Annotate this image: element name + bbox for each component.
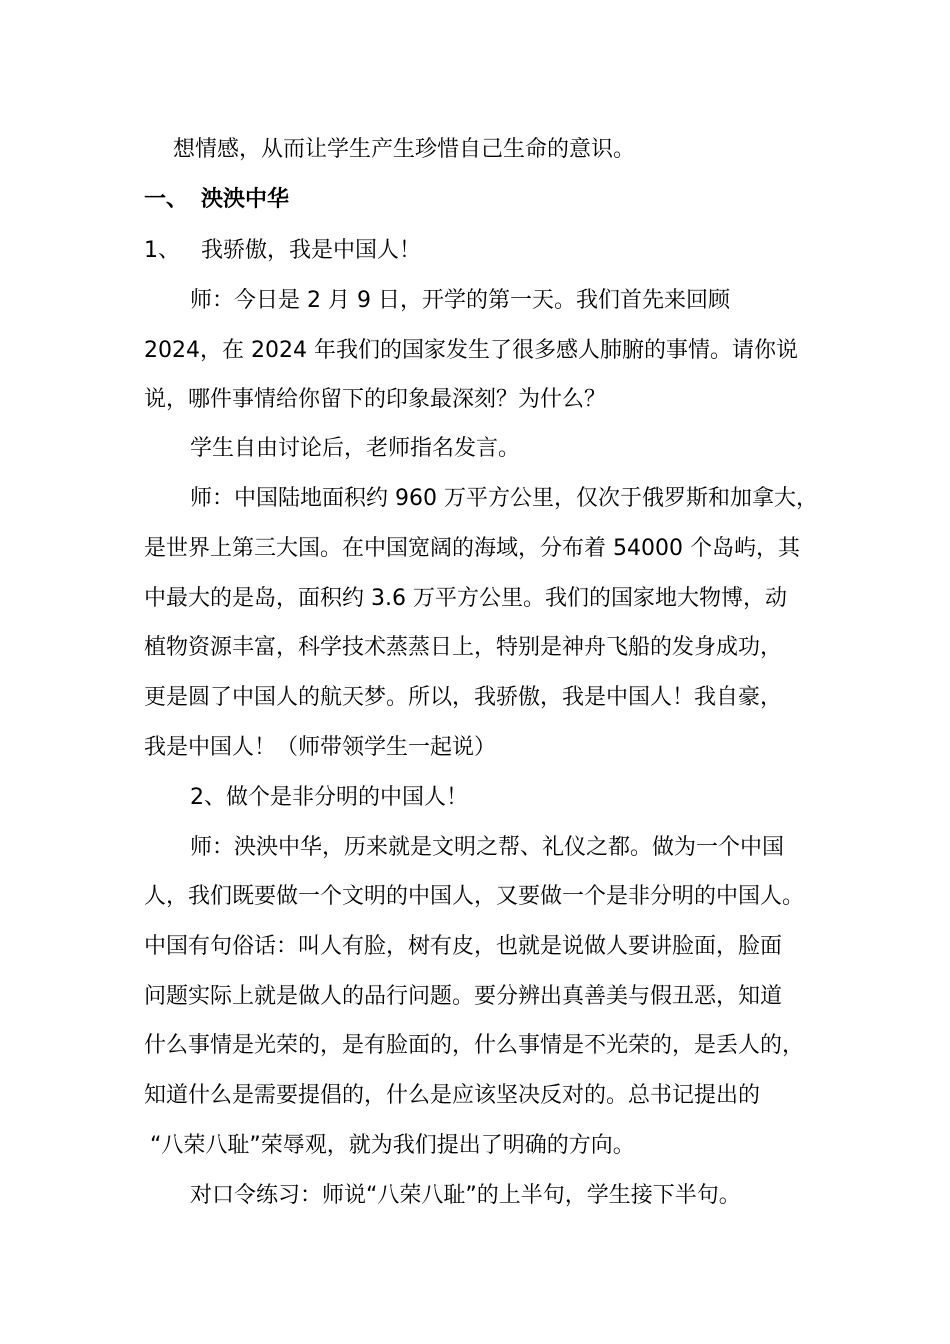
paragraph-line: 师：泱泱中华，历来就是文明之帮、礼仪之都。做为一个中国 [190, 835, 785, 860]
subsection-number: 1、 [144, 238, 180, 263]
section-number: 一、 [144, 187, 189, 212]
paragraph-line: 我是中国人！（师带领学生一起说） [144, 735, 497, 760]
paragraph-line: 中最大的是岛，面积约 3.6 万平方公里。我们的国家地大物博，动 [144, 586, 787, 611]
paragraph-line: “八荣八耻”荣辱观，就为我们提出了明确的方向。 [150, 1133, 635, 1158]
paragraph-line: 对口令练习：师说“八荣八耻”的上半句，学生接下半句。 [190, 1183, 741, 1208]
subsection-title: 我骄傲，我是中国人！ [201, 238, 422, 263]
paragraph-line: 植物资源丰富，科学技术蒸蒸日上，特别是神舟飞船的发身成功， [144, 635, 783, 660]
paragraph-line: 知道什么是需要提倡的，什么是应该坚决反对的。总书记提出的 [144, 1083, 761, 1108]
paragraph-line: 人，我们既要做一个文明的中国人，又要做一个是非分明的中国人。 [144, 884, 805, 909]
paragraph-line: 师：今日是 2 月 9 日，开学的第一天。我们首先来回顾 [190, 288, 730, 313]
paragraph-line: 问题实际上就是做人的品行问题。要分辨出真善美与假丑恶，知道 [144, 984, 783, 1009]
paragraph-line: 师：中国陆地面积约 960 万平方公里，仅次于俄罗斯和加拿大， [190, 486, 818, 511]
paragraph-line: 中国有句俗话：叫人有脸，树有皮，也就是说做人要讲脸面，脸面 [144, 934, 783, 959]
paragraph-line: 说，哪件事情给你留下的印象最深刻？为什么？ [144, 387, 607, 412]
section-title: 泱泱中华 [201, 187, 290, 212]
paragraph-line: 什么事情是光荣的，是有脸面的，什么事情是不光荣的，是丢人的， [144, 1033, 805, 1058]
paragraph-line: 学生自由讨论后，老师指名发言。 [190, 436, 521, 461]
paragraph-line: 更是圆了中国人的航天梦。所以，我骄傲，我是中国人！我自豪， [144, 685, 783, 710]
subsection-title-2: 2、做个是非分明的中国人！ [190, 785, 468, 810]
paragraph-line: 是世界上第三大国。在中国宽阔的海域，分布着 54000 个岛屿，其 [144, 536, 800, 561]
intro-line: 想情感，从而让学生产生珍惜自己生命的意识。 [173, 137, 636, 162]
paragraph-line: 2024，在 2024 年我们的国家发生了很多感人肺腑的事情。请你说 [144, 338, 798, 363]
